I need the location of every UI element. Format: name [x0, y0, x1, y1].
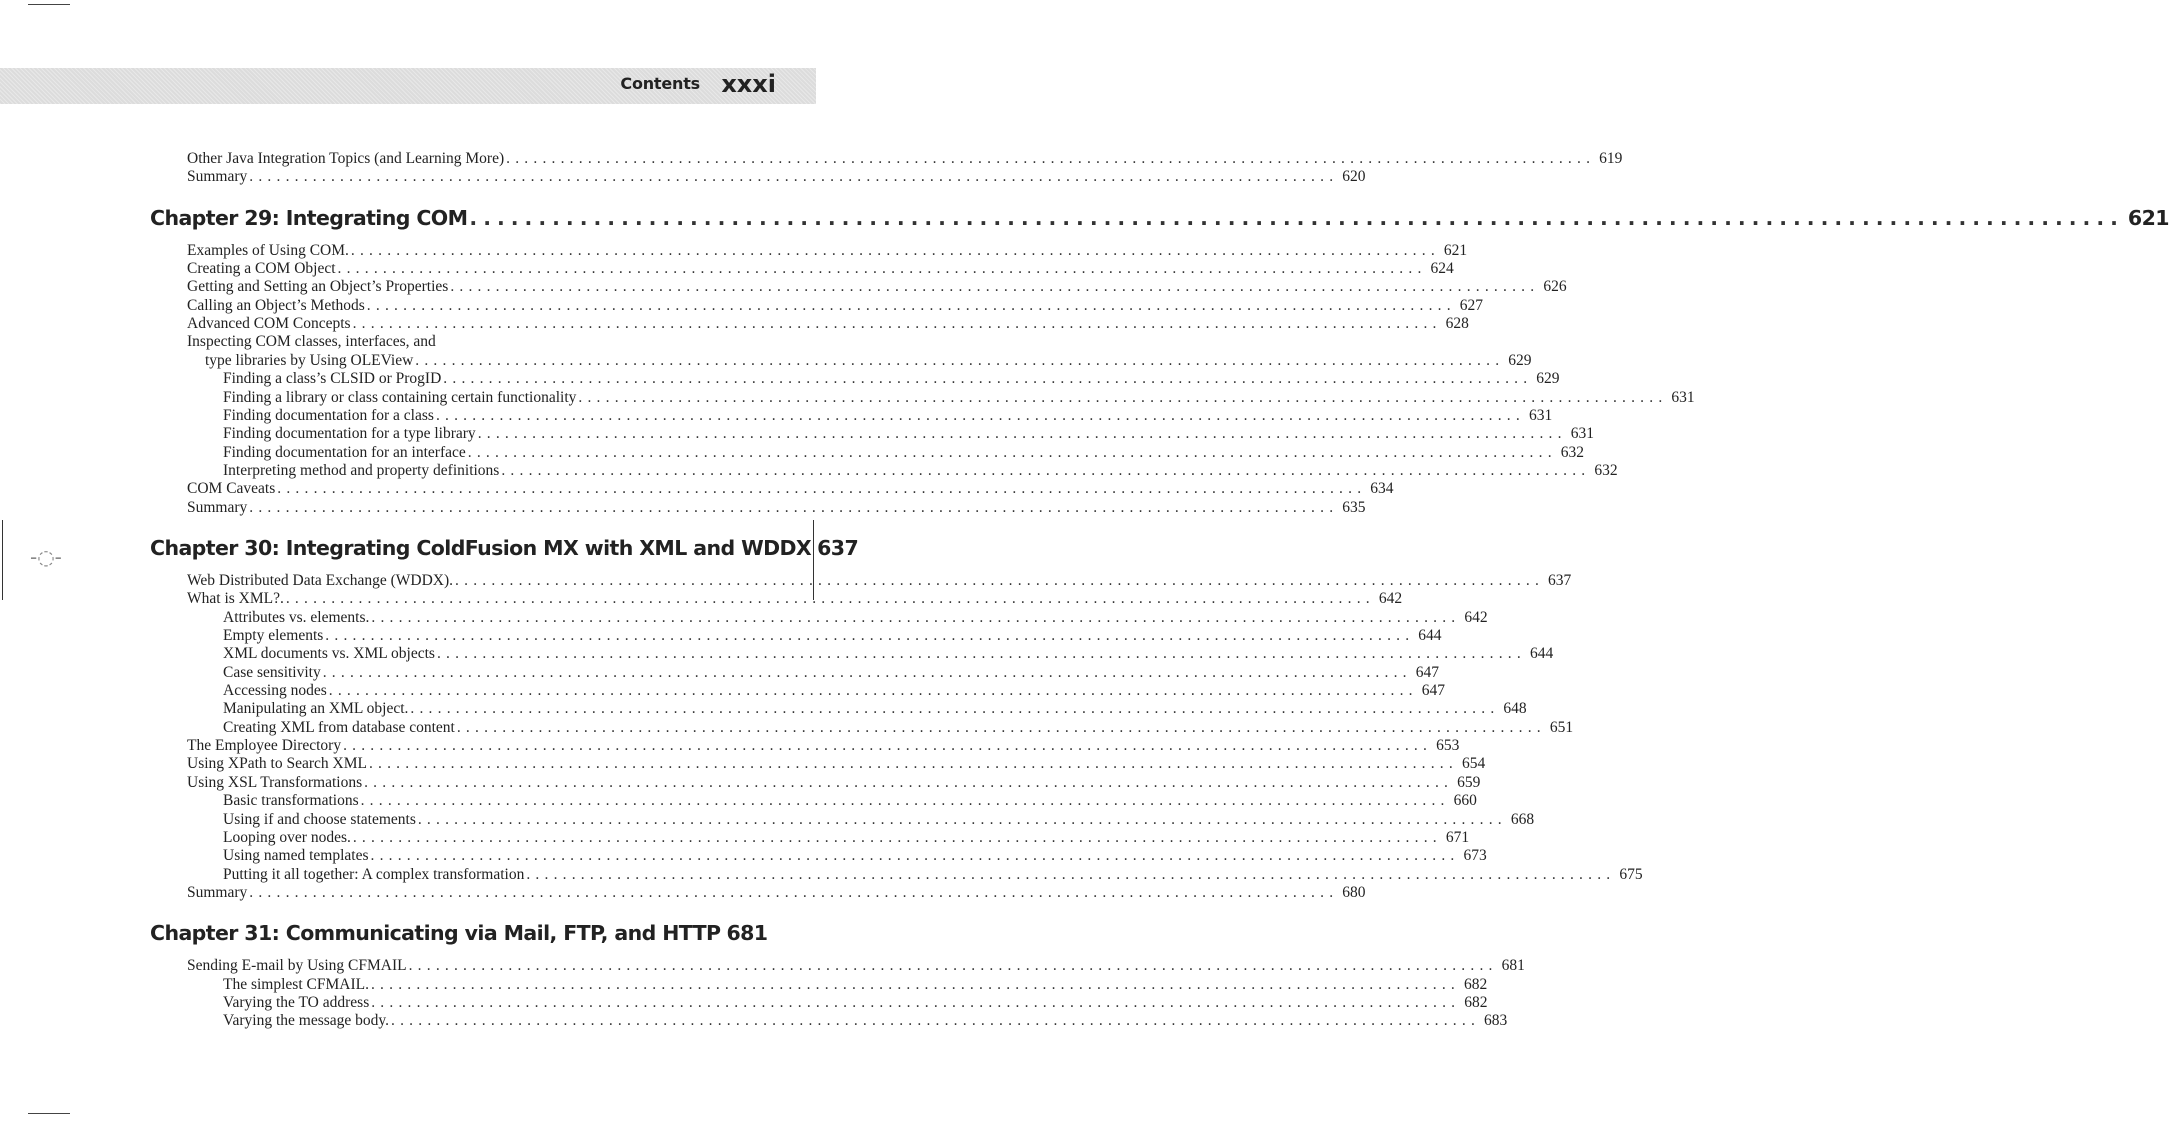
running-header-label: Contents	[620, 74, 700, 93]
toc-entry-page: 682	[1464, 993, 1488, 1011]
toc-entry-page: 628	[1445, 315, 1469, 333]
toc-entry-title: Chapter 30: Integrating ColdFusion MX with XML and WDDX	[150, 535, 812, 560]
toc-leader-dots: ........................................................................................................................	[277, 480, 1367, 498]
toc-entry-page: 644	[1418, 627, 1442, 644]
toc-entry-page: 632	[1594, 461, 1618, 479]
toc-entry[interactable]	[223, 792, 1477, 810]
toc-entry-page: 651	[1549, 718, 1574, 736]
toc-entry-title: Interpreting method and property definitions	[223, 461, 500, 479]
toc-entry[interactable]	[223, 718, 1574, 737]
toc-entry-page: 675	[1619, 865, 1643, 883]
toc-entry-title: Varying the message body.	[223, 1012, 390, 1030]
toc-entry-title: The Employee Directory	[187, 737, 342, 755]
toc-entry-page: 653	[1436, 737, 1460, 755]
toc-entry[interactable]	[223, 608, 1488, 627]
toc-leader-dots: ........................................................................................................................	[467, 443, 1557, 461]
toc-entry-title: Advanced COM Concepts	[187, 315, 351, 333]
toc-leader-dots: ........................................................................................................................	[249, 498, 1339, 516]
toc-entry-page: 631	[1671, 388, 1695, 406]
toc-entry[interactable]	[187, 755, 1486, 773]
toc-entry-page: 637	[1548, 571, 1572, 589]
toc-entry[interactable]	[223, 810, 1535, 829]
toc-leader-dots: ........................................................................................................................	[501, 461, 1591, 479]
toc-entry[interactable]	[187, 241, 1468, 260]
toc-leader-dots: ........................................................................................................................	[352, 315, 1442, 333]
toc-entry-title: Creating XML from database content	[223, 718, 455, 736]
toc-entry-page: 631	[1528, 406, 1553, 424]
toc-entry[interactable]	[187, 498, 1366, 517]
toc-entry-title: Creating a COM Object	[187, 260, 336, 278]
toc-leader-dots: ........................................................................................................................	[391, 1012, 1481, 1030]
toc-leader-dots: ........................................................................................................................	[417, 810, 1507, 828]
toc-entry-page: 620	[1342, 168, 1366, 186]
toc-leader-dots: ........................................................................................................................	[450, 278, 1540, 296]
toc-entry[interactable]	[223, 663, 1439, 682]
toc-entry-page: 626	[1543, 278, 1567, 296]
toc-leader-dots: ........................................................................................................................	[469, 205, 2124, 230]
crop-mark-top	[28, 4, 70, 5]
toc-chapter-entry[interactable]	[150, 535, 859, 561]
toc-entry[interactable]	[223, 406, 1553, 425]
toc-entry-page: 629	[1508, 351, 1532, 369]
toc-entry-page: 673	[1463, 847, 1487, 865]
toc-entry-title: Chapter 31: Communicating via Mail, FTP, and HTTP	[150, 921, 721, 946]
toc-entry-page: 654	[1461, 755, 1486, 773]
toc-leader-dots: ........................................................................................................................	[415, 351, 1505, 369]
toc-entry[interactable]	[223, 461, 1618, 480]
toc-entry-title: Getting and Setting an Object’s Properties	[187, 278, 449, 296]
toc-entry-page: 681	[1501, 957, 1525, 975]
toc-leader-dots: ........................................................................................................................	[322, 663, 1412, 681]
toc-leader-dots: ........................................................................................................................	[410, 700, 1500, 718]
toc-entry-page: 624	[1430, 260, 1454, 278]
toc-entry[interactable]	[187, 571, 1572, 590]
toc-entry-page: 671	[1445, 828, 1470, 846]
toc-entry-page: 644	[1529, 645, 1554, 663]
toc-entry-page: 668	[1510, 810, 1535, 828]
toc-entry-title: Inspecting COM classes, interfaces, and	[187, 333, 436, 351]
toc-entry-title: What is XML?.	[187, 590, 284, 608]
toc-leader-dots: ........................................................................................................................	[456, 718, 1546, 736]
toc-entry[interactable]	[223, 993, 1488, 1012]
toc-entry[interactable]	[187, 737, 1460, 755]
toc-leader-dots: ........................................................................................................................	[477, 425, 1567, 443]
toc-entry[interactable]	[187, 333, 692, 351]
toc-entry-page: 621	[2127, 205, 2169, 230]
toc-leader-dots: ........................................................................................................................	[526, 865, 1616, 883]
toc-entry[interactable]	[187, 957, 1525, 975]
toc-entry-page: 627	[1459, 296, 1484, 314]
toc-entry[interactable]	[223, 975, 1488, 994]
toc-entry-page: 681	[726, 921, 768, 946]
toc-entry-title: Finding documentation for a class	[223, 406, 434, 424]
toc-entry-title: Other Java Integration Topics (and Learning More)	[187, 150, 505, 167]
toc-entry[interactable]	[187, 260, 1454, 278]
toc-entry[interactable]	[223, 847, 1487, 865]
toc-entry-title: Summary	[187, 168, 248, 186]
toc-entry-title: Finding a class’s CLSID or ProgID	[223, 370, 442, 388]
toc-entry-title: Finding a library or class containing certain functionality	[223, 388, 577, 406]
toc-leader-dots: ........................................................................................................................	[435, 406, 1525, 424]
toc-entry-page: 680	[1342, 883, 1366, 901]
toc-entry-page: 647	[1415, 663, 1439, 681]
toc-entry[interactable]	[223, 645, 1554, 663]
toc-entry-page: 647	[1421, 682, 1445, 700]
toc-leader-dots: ........................................................................................................................	[371, 608, 1461, 626]
toc-entry[interactable]	[223, 1012, 1508, 1030]
toc-entry-title: Summary	[187, 883, 248, 901]
toc-entry-title: Sending E-mail by Using CFMAIL	[187, 957, 407, 975]
toc-entry-title: Accessing nodes	[223, 682, 327, 700]
toc-entry[interactable]	[187, 773, 1481, 792]
toc-entry[interactable]	[223, 627, 1442, 645]
toc-entry-title: Varying the TO address	[223, 993, 370, 1011]
toc-leader-dots: ........................................................................................................................	[337, 260, 1427, 278]
toc-entry[interactable]	[187, 168, 1366, 186]
toc-leader-dots: ........................................................................................................................	[371, 993, 1461, 1011]
toc-entry-title: Finding documentation for a type library	[223, 425, 476, 443]
toc-entry-page: 659	[1457, 773, 1481, 791]
toc-entry-page: 619	[1599, 150, 1623, 167]
toc-entry-page: 642	[1464, 608, 1488, 626]
registration-mark-icon: -◌-	[30, 545, 62, 569]
toc-leader-dots: ........................................................................................................................	[249, 883, 1339, 901]
toc-entry-page: 637	[817, 535, 859, 560]
toc-entry-title: Examples of Using COM.	[187, 241, 349, 259]
toc-leader-dots: ........................................................................................................................	[350, 241, 1440, 259]
toc-entry[interactable]	[223, 388, 1695, 407]
toc-leader-dots: ........................................................................................................................	[408, 957, 1498, 975]
toc-entry-page: 632	[1560, 443, 1585, 461]
toc-leader-dots: ........................................................................................................................	[285, 590, 1375, 608]
toc-entry[interactable]	[223, 425, 1594, 443]
toc-entry[interactable]	[205, 351, 1532, 370]
toc-leader-dots: ........................................................................................................................	[436, 645, 1526, 663]
toc-entry-title: Chapter 29: Integrating COM	[150, 205, 468, 230]
toc-entry[interactable]	[187, 278, 1567, 296]
toc-leader-dots: ........................................................................................................................	[370, 975, 1460, 993]
toc-leader-dots: ........................................................................................................................	[368, 755, 1458, 773]
toc-leader-dots: ........................................................................................................................	[578, 388, 1668, 406]
toc-entry[interactable]	[223, 682, 1445, 700]
toc-leader-dots: ........................................................................................................................	[325, 627, 1415, 644]
toc-leader-dots: ........................................................................................................................	[370, 847, 1460, 865]
toc-entry-title: Web Distributed Data Exchange (WDDX).	[187, 571, 454, 589]
toc-entry[interactable]	[187, 315, 1469, 333]
registration-line-left	[2, 520, 3, 600]
toc-entry[interactable]	[223, 370, 1560, 388]
toc-entry-title: type libraries by Using OLEView	[205, 351, 414, 369]
toc-entry-title: Looping over nodes.	[223, 828, 351, 846]
toc-leader-dots: ........................................................................................................................	[443, 370, 1533, 388]
toc-entry-title: Attributes vs. elements.	[223, 608, 370, 626]
toc-entry-page: 629	[1536, 370, 1560, 388]
toc-entry-title: Manipulating an XML object.	[223, 700, 409, 718]
toc-entry-title: Using XSL Transformations	[187, 773, 363, 791]
toc-entry-title: Putting it all together: A complex transformation	[223, 865, 525, 883]
toc-entry[interactable]	[223, 828, 1470, 847]
toc-entry[interactable]	[187, 590, 1403, 608]
toc-entry-title: Case sensitivity	[223, 663, 321, 681]
toc-entry[interactable]	[187, 883, 1366, 902]
toc-entry-page: 648	[1503, 700, 1527, 718]
toc-entry-page: 660	[1453, 792, 1477, 810]
crop-mark-bottom	[28, 1113, 70, 1114]
toc-leader-dots: ........................................................................................................................	[343, 737, 1433, 755]
toc-leader-dots: ........................................................................................................................	[455, 571, 1545, 589]
toc-entry[interactable]	[223, 443, 1585, 462]
toc-entry[interactable]	[223, 865, 1643, 884]
toc-entry-page: 634	[1370, 480, 1394, 498]
toc-entry-title: Summary	[187, 498, 248, 516]
toc-entry-title: Empty elements	[223, 627, 324, 644]
toc-entry-page: 635	[1342, 498, 1366, 516]
toc-chapter-entry[interactable]	[150, 205, 2169, 231]
toc-chapter-entry[interactable]	[150, 920, 768, 946]
toc-entry-title: Basic transformations	[223, 792, 359, 810]
toc-leader-dots: ........................................................................................................................	[352, 828, 1442, 846]
toc-entry[interactable]	[223, 700, 1527, 718]
toc-entry-title: XML documents vs. XML objects	[223, 645, 435, 663]
toc-leader-dots: ........................................................................................................................	[364, 773, 1454, 791]
toc-entry-page: 631	[1570, 425, 1594, 443]
toc-entry-page: 683	[1484, 1012, 1508, 1030]
toc-entry-title: Using XPath to Search XML	[187, 755, 367, 773]
toc-entry-page: 682	[1463, 975, 1488, 993]
toc-entry[interactable]	[187, 150, 1623, 168]
toc-entry[interactable]	[187, 480, 1394, 498]
toc-entry-title: The simplest CFMAIL.	[223, 975, 369, 993]
toc-entry-title: Finding documentation for an interface	[223, 443, 466, 461]
toc-entry-title: Using named templates	[223, 847, 369, 865]
toc-entry-title: Using if and choose statements	[223, 810, 416, 828]
toc-entry-page: 642	[1378, 590, 1403, 608]
running-header-page-number: xxxi	[721, 70, 776, 98]
toc-entry-title: COM Caveats	[187, 480, 276, 498]
toc-leader-dots: ........................................................................................................................	[249, 168, 1339, 186]
toc-leader-dots: ........................................................................................................................	[328, 682, 1418, 700]
toc-entry-page: 621	[1443, 241, 1468, 259]
toc-entry-title: Calling an Object’s Methods	[187, 296, 365, 314]
toc-leader-dots: ........................................................................................................................	[366, 296, 1456, 314]
toc-entry[interactable]	[187, 296, 1484, 315]
toc-leader-dots: ........................................................................................................................	[360, 792, 1450, 810]
toc-leader-dots: ........................................................................................................................	[506, 150, 1596, 167]
